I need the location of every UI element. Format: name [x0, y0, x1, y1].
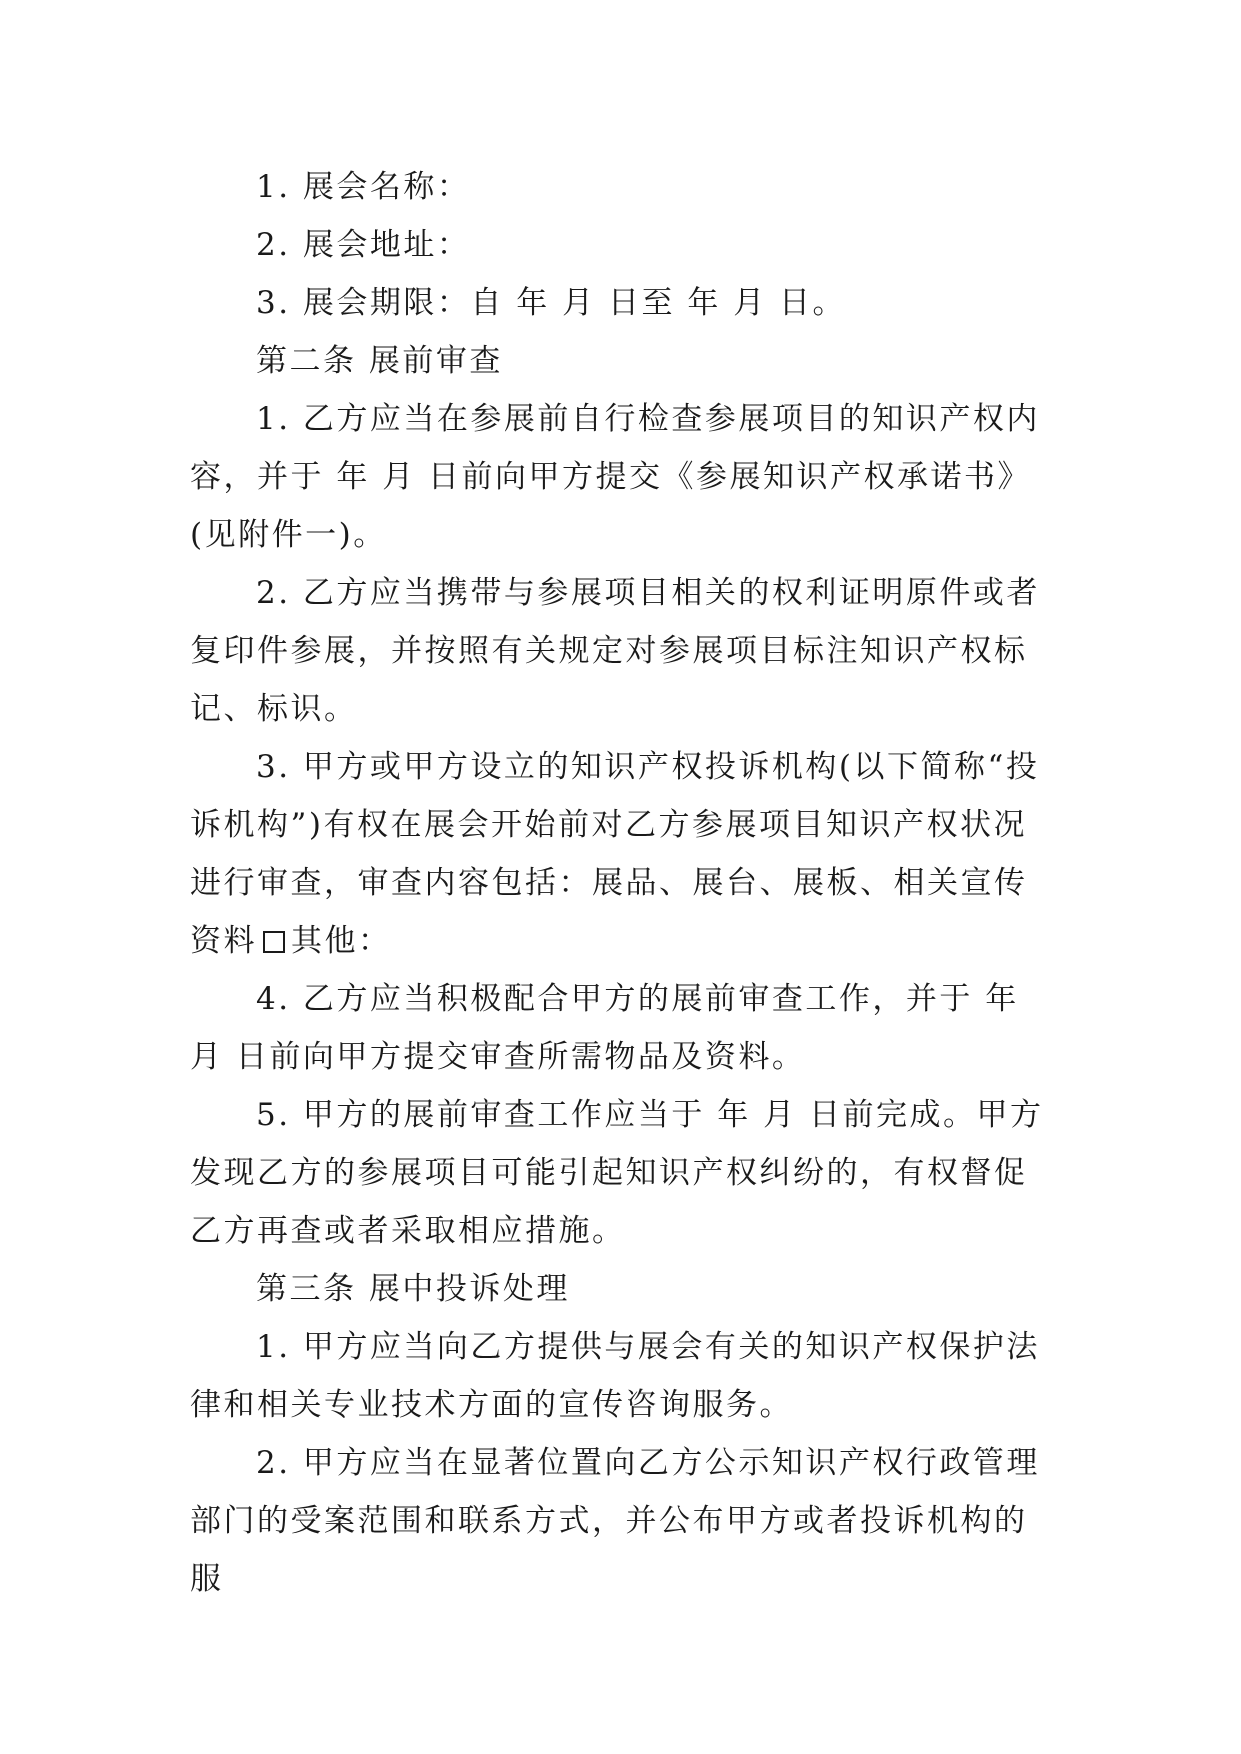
- checkbox-icon: [263, 931, 285, 953]
- article-2-clause-2: 2. 乙方应当携带与参展项目相关的权利证明原件或者复印件参展，并按照有关规定对参展项目标注知识产权标记、标识。: [190, 575, 1040, 727]
- item-exhibition-name: 1. 展会名称：: [256, 169, 471, 205]
- article-2-clause-4: 4. 乙方应当积极配合甲方的展前审查工作，并于 年 月 日前向甲方提交审查所需物品及资料。: [190, 981, 1019, 1075]
- document-body: [190, 158, 1050, 1608]
- article-2-clause-1: 1. 乙方应当在参展前自行检查参展项目的知识产权内容，并于 年 月 日前向甲方提交《参展知识产权承诺书》(见附件一)。: [190, 401, 1040, 553]
- item-exhibition-address: 2. 展会地址：: [256, 227, 471, 263]
- article-3-clause-1: 1. 甲方应当向乙方提供与展会有关的知识产权保护法律和相关专业技术方面的宣传咨询服务。: [190, 1329, 1040, 1423]
- article-2-clause-3: [190, 738, 1050, 970]
- article-3-clause-2: 2. 甲方应当在显著位置向乙方公示知识产权行政管理部门的受案范围和联系方式，并公布甲方或者投诉机构的服: [190, 1445, 1040, 1597]
- article-2-clause-5: 5. 甲方的展前审查工作应当于 年 月 日前完成。甲方发现乙方的参展项目可能引起知识产权纠纷的，有权督促乙方再查或者采取相应措施。: [190, 1097, 1044, 1249]
- article-3-heading: 第三条 展中投诉处理: [256, 1271, 570, 1307]
- clause-3-text: 3. 甲方或甲方设立的知识产权投诉机构(以下简称“投诉机构”)有权在展会开始前对乙方参展项目知识产权状况进行审查，审查内容包括：展品、展台、展板、相关宣传资料: [190, 749, 1040, 959]
- item-exhibition-period: 3. 展会期限：自 年 月 日至 年 月 日。: [256, 285, 847, 321]
- article-2-heading: 第二条 展前审查: [256, 343, 503, 379]
- clause-3-other: 其他：: [291, 923, 392, 959]
